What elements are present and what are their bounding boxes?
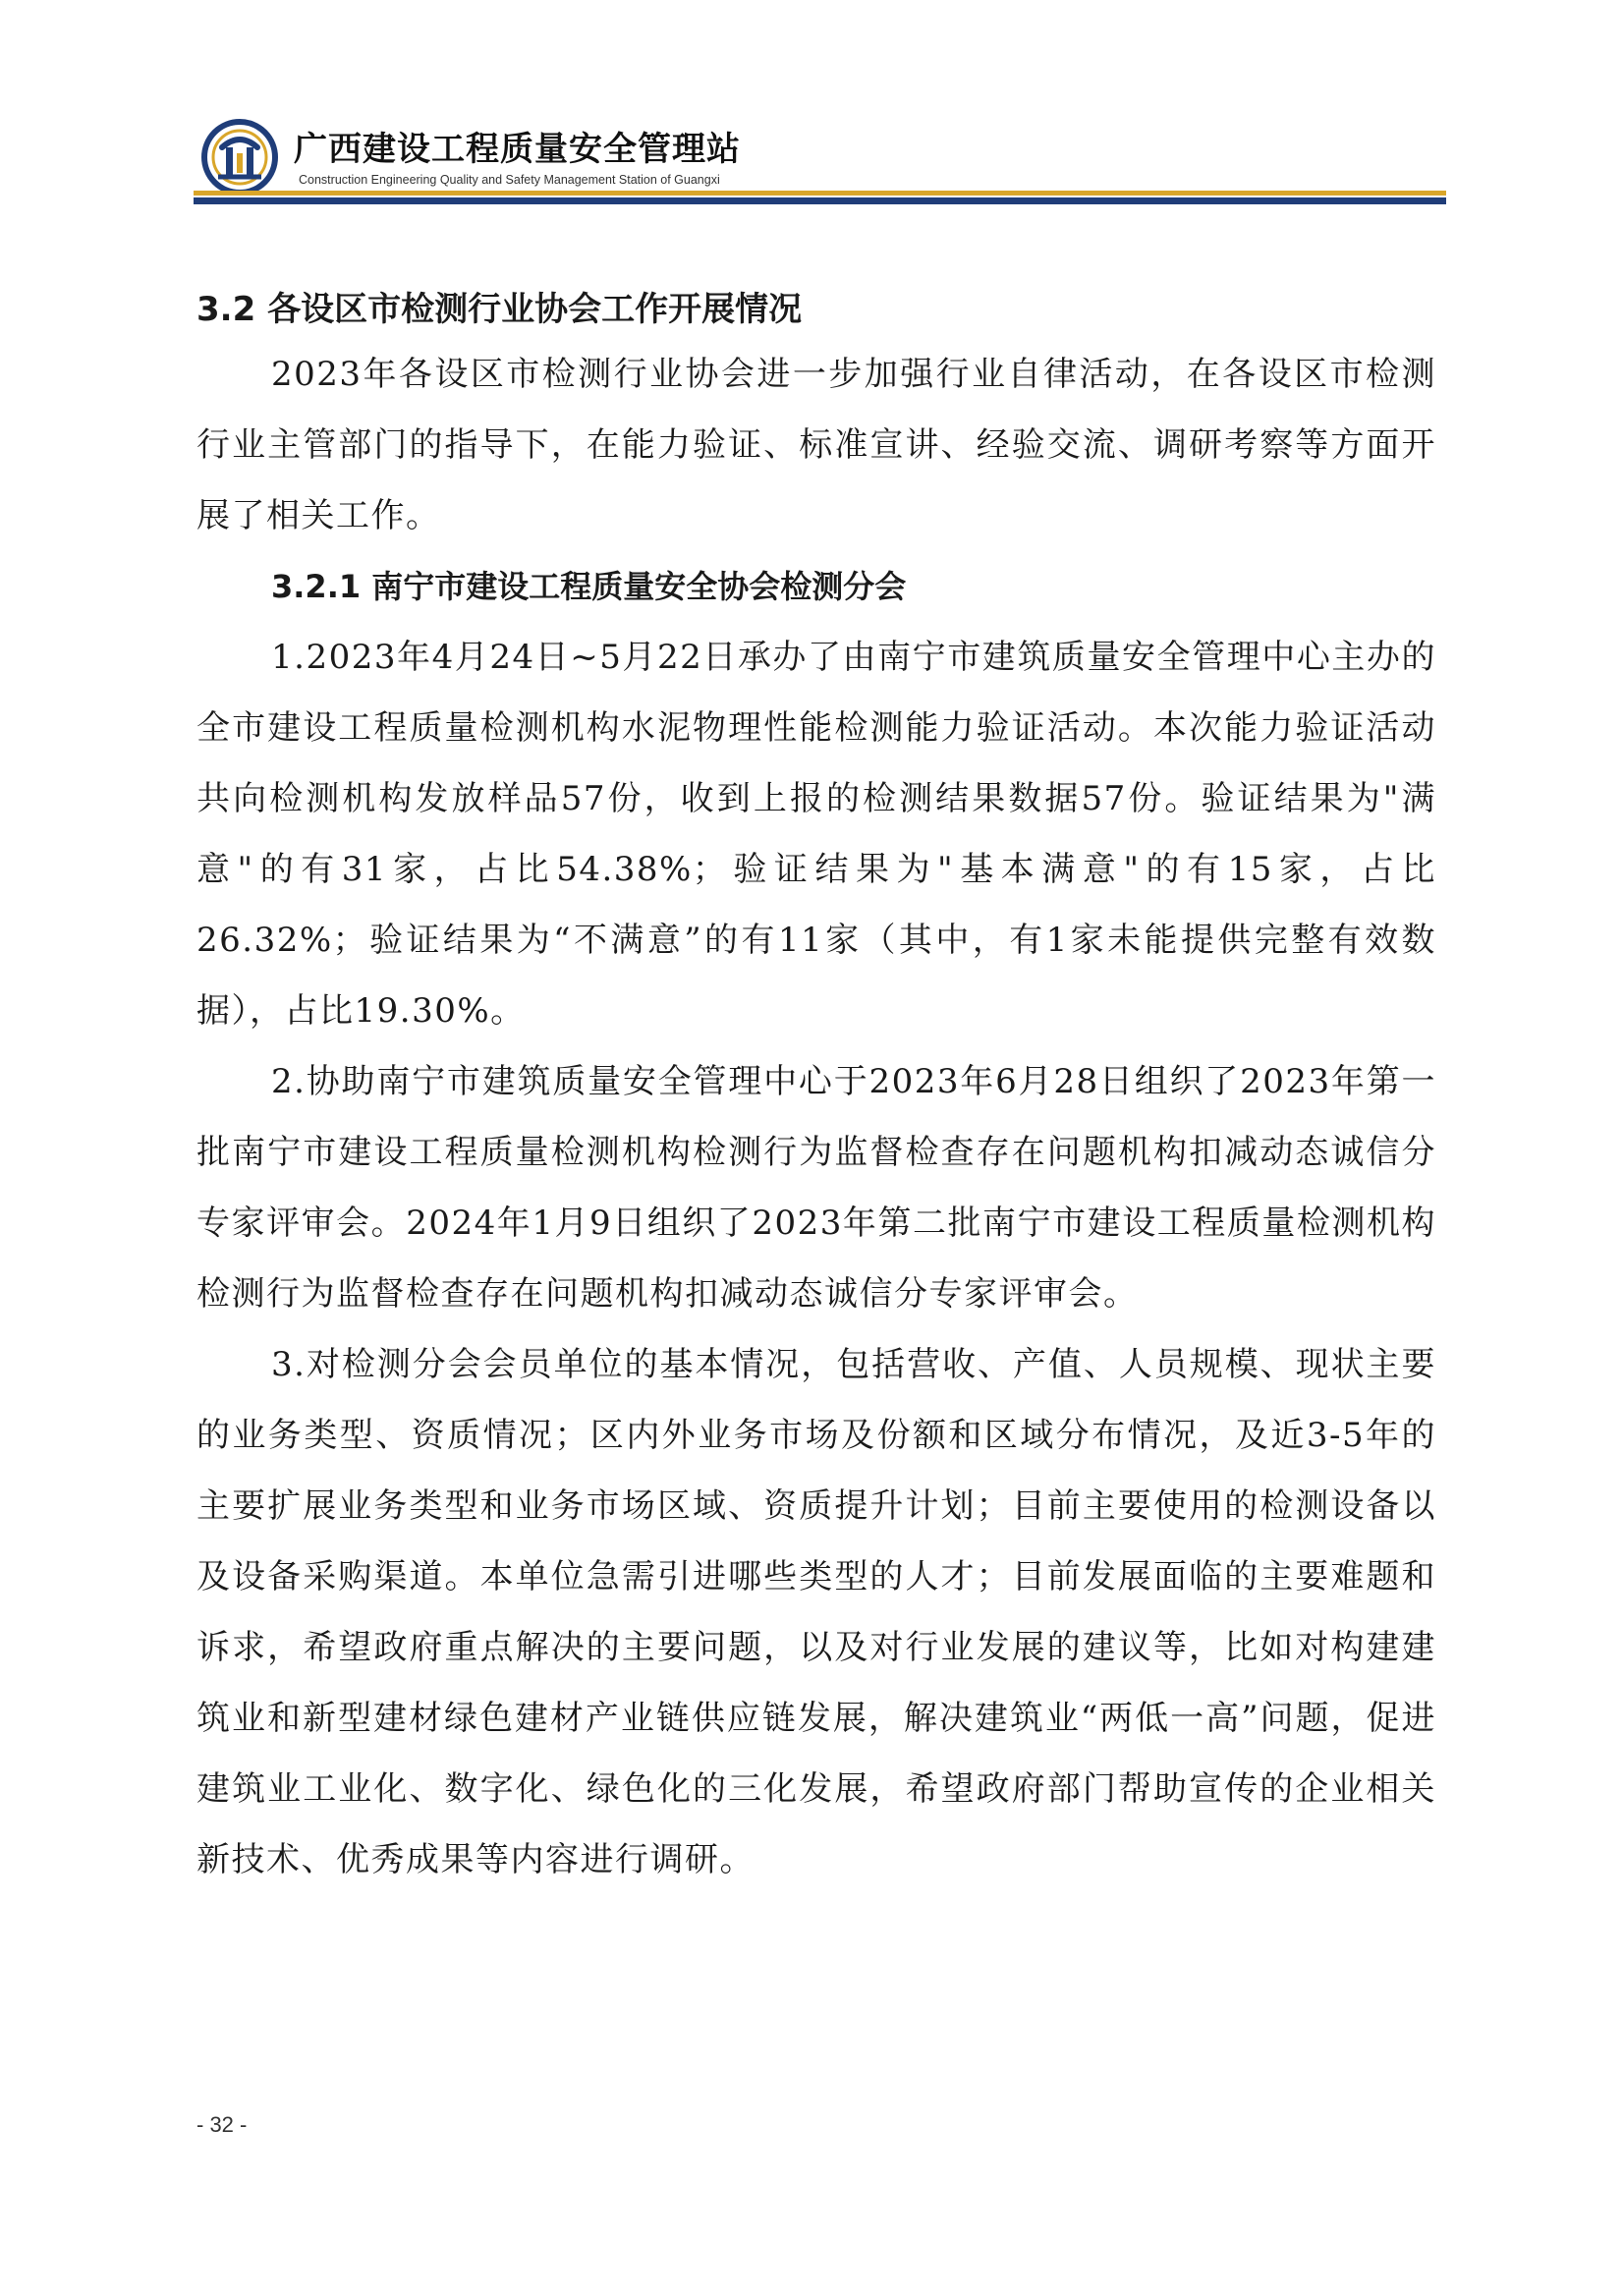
- paragraph-2: 2.协助南宁市建筑质量安全管理中心于2023年6月28日组织了2023年第一批南宁市建设工程质量检测机构检测行为监督检查存在问题机构扣减动态诚信分专家评审会。2024年1月9日组织了2023年第二批南宁市建设工程质量检测机构检测行为监督检查存在问题机构扣减动态诚信分专家评审会。: [196, 1062, 1436, 1314]
- header-divider-gold: [194, 191, 1446, 196]
- paragraph-1: 1.2023年4月24日~5月22日承办了由南宁市建筑质量安全管理中心主办的全市建设工程质量检测机构水泥物理性能检测能力验证活动。本次能力验证活动共向检测机构发放样品57份，收到上报的检测结果数据57份。验证结果为"满意"的有31家，占比54.38%；验证结果为"基本满意"的有15家，占比26.32%；验证结果为“不满意”的有11家（其中，有1家未能提供完整有效数据），占比19.30%。: [196, 638, 1436, 1031]
- org-name-cn: 广西建设工程质量安全管理站: [294, 130, 741, 169]
- station-emblem-icon: [200, 118, 279, 196]
- page-header: [194, 110, 1446, 208]
- section-heading: 3.2 各设区市检测行业协会工作开展情况: [196, 290, 803, 329]
- page-number: - 32 -: [196, 2112, 248, 2137]
- section-intro: 2023年各设区市检测行业协会进一步加强行业自律活动，在各设区市检测行业主管部门的指导下，在能力验证、标准宣讲、经验交流、调研考察等方面开展了相关工作。: [196, 355, 1436, 535]
- document-body: [196, 280, 1436, 1895]
- subsection-heading: 3.2.1 南宁市建设工程质量安全协会检测分会: [271, 568, 907, 605]
- org-name-en: Construction Engineering Quality and Safety Management Station of Guangxi: [299, 173, 720, 187]
- paragraph-3: 3.对检测分会会员单位的基本情况，包括营收、产值、人员规模、现状主要的业务类型、资质情况；区内外业务市场及份额和区域分布情况，及近3-5年的主要扩展业务类型和业务市场区域、资质提升计划；目前主要使用的检测设备以及设备采购渠道。本单位急需引进哪些类型的人才；目前发展面临的主要难题和诉求，希望政府重点解决的主要问题，以及对行业发展的建议等，比如对构建建筑业和新型建材绿色建材产业链供应链发展，解决建筑业“两低一高”问题，促进建筑业工业化、数字化、绿色化的三化发展，希望政府部门帮助宣传的企业相关新技术、优秀成果等内容进行调研。: [196, 1345, 1436, 1879]
- header-divider-navy: [194, 197, 1446, 204]
